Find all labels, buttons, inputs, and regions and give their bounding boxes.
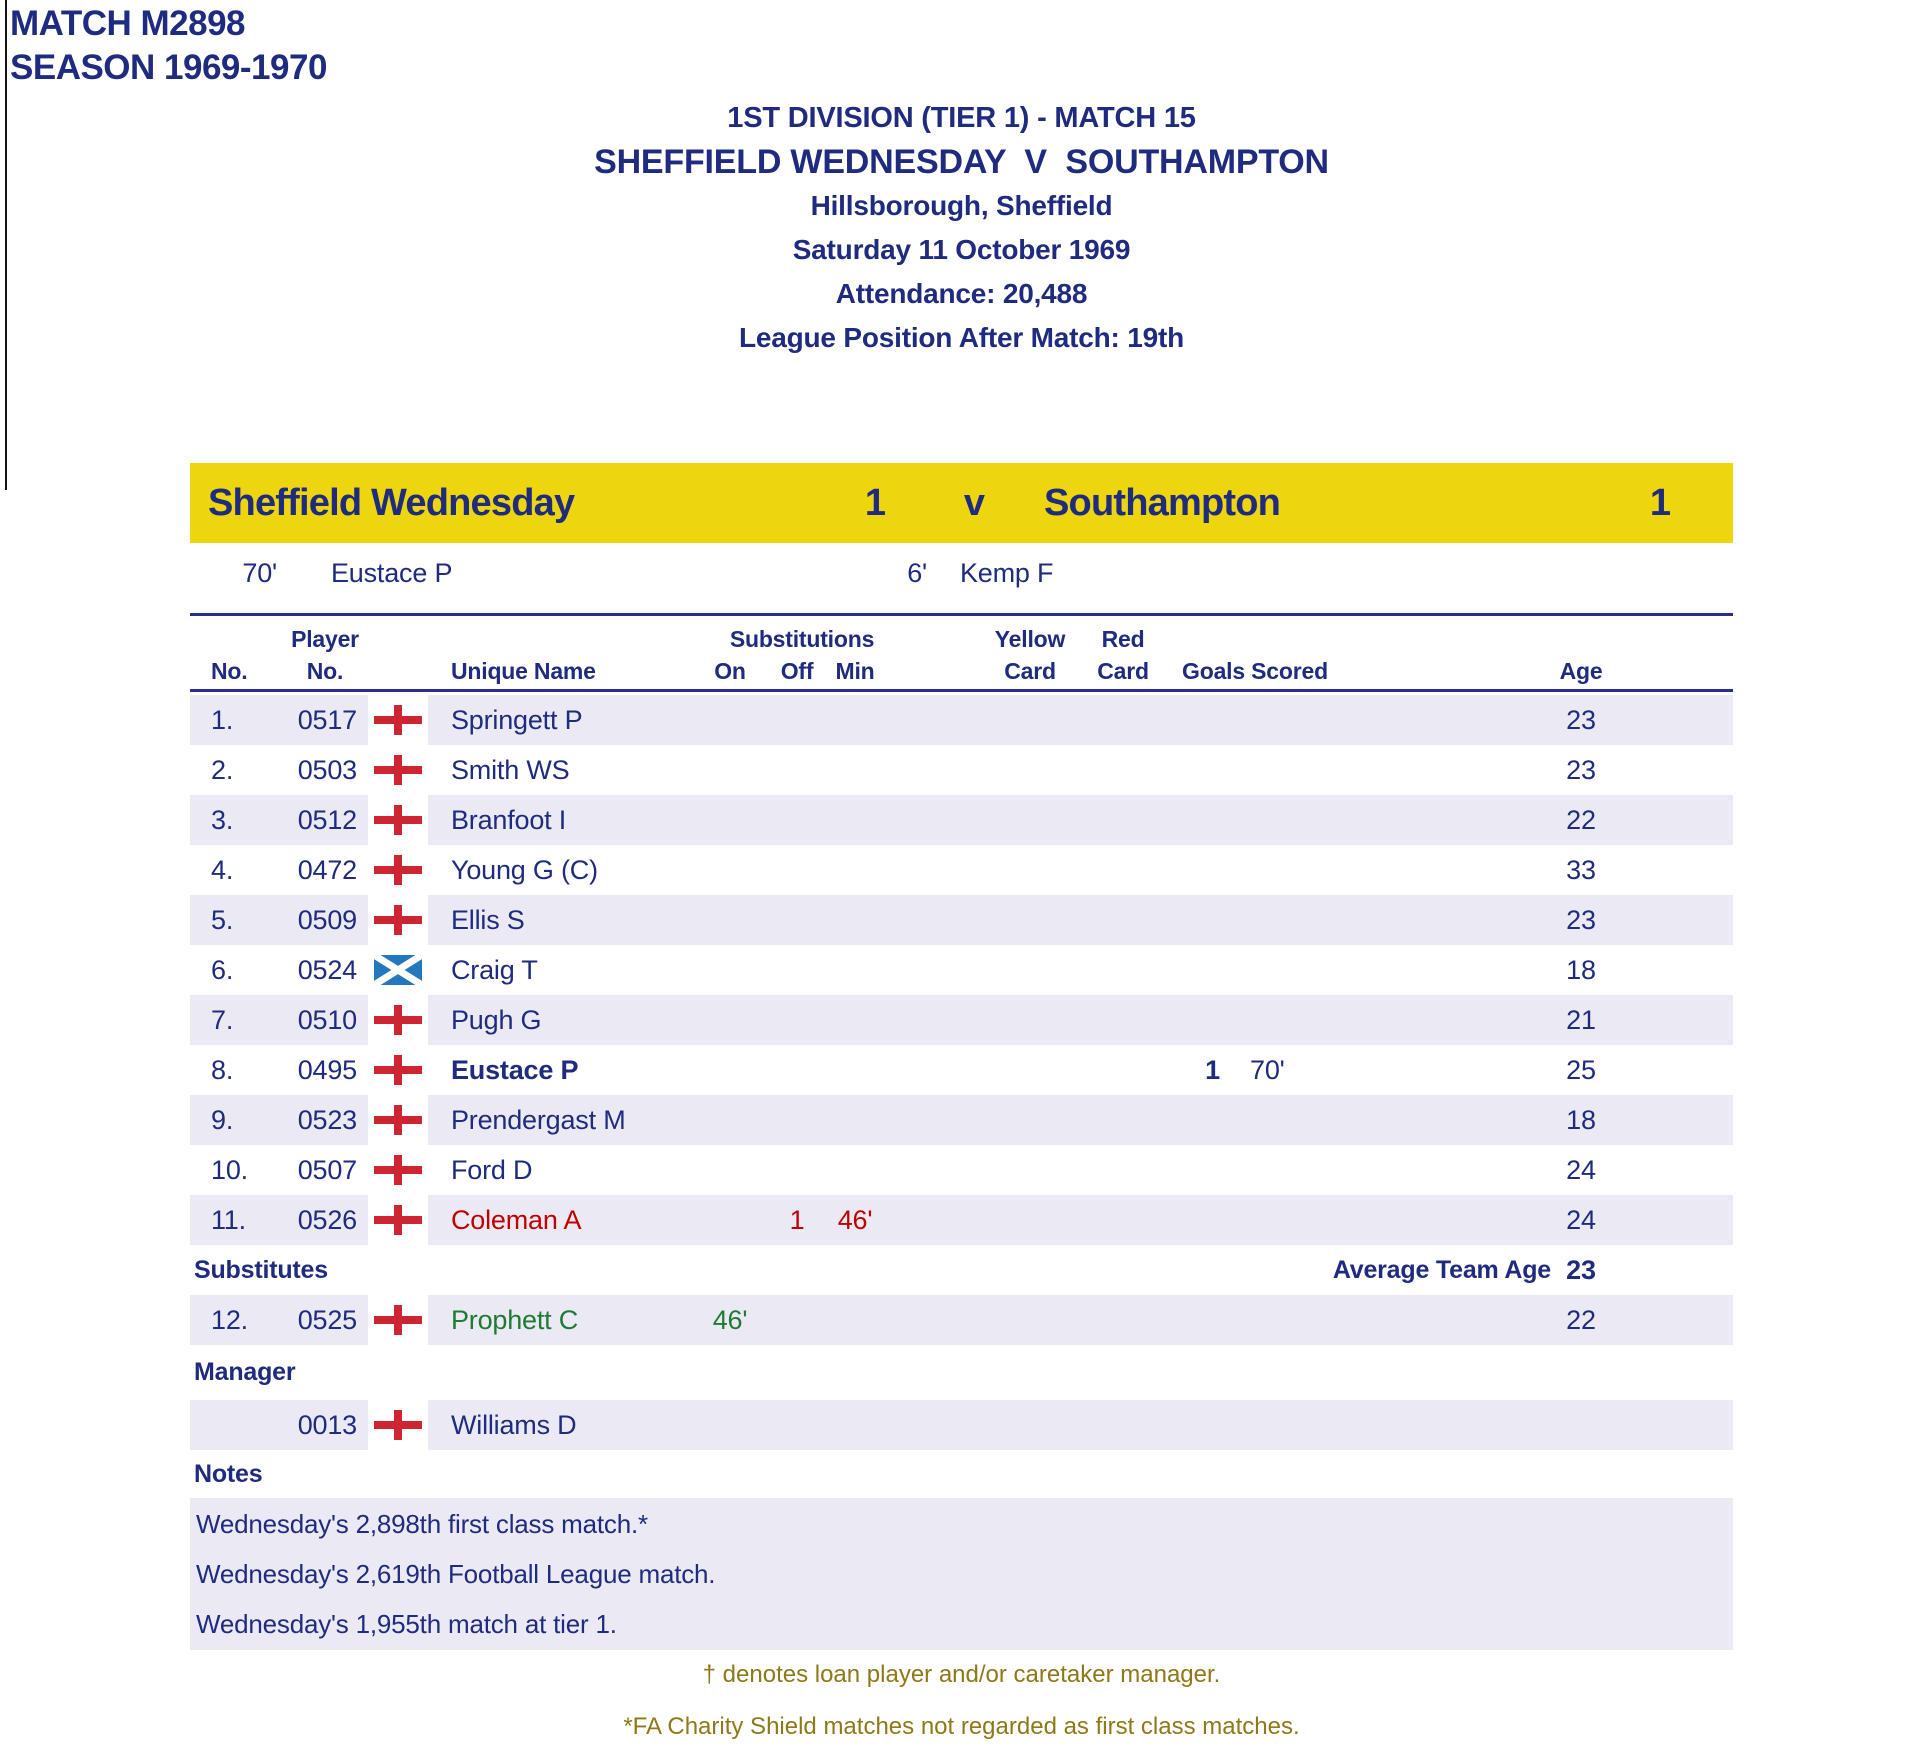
document-title (10, 2, 327, 90)
england-flag-icon (374, 805, 422, 835)
score-separator: v (963, 482, 985, 524)
nationality-flag-icon (368, 1195, 428, 1245)
player-name: Springett P (451, 705, 583, 735)
away-scorer-name: Kemp F (960, 558, 1054, 588)
away-team-score: 1 (1649, 482, 1671, 524)
player-age: 22 (1566, 805, 1596, 835)
col-red-top: Red (1101, 626, 1145, 652)
table-row (190, 1195, 1733, 1245)
notes-block (190, 1498, 1733, 1650)
nationality-flag-icon (368, 1145, 428, 1195)
col-min: Min (835, 658, 875, 684)
away-scorer-minute: 6' (907, 558, 927, 588)
player-age: 18 (1566, 955, 1596, 985)
manager-table-body (190, 1400, 1733, 1450)
home-team-score: 1 (864, 482, 886, 524)
england-flag-icon (374, 1205, 422, 1235)
table-row (190, 945, 1733, 995)
player-number: 0495 (297, 1055, 357, 1085)
manager-header-row (190, 1345, 1733, 1400)
player-age: 18 (1566, 1105, 1596, 1135)
table-row (190, 795, 1733, 845)
scotland-flag-icon (374, 955, 422, 985)
england-flag-icon (374, 905, 422, 935)
row-number: 6. (211, 955, 234, 985)
nationality-flag-icon (368, 845, 428, 895)
player-name: Prophett C (451, 1305, 579, 1335)
table-row (190, 745, 1733, 795)
nationality-flag-icon (368, 1295, 428, 1345)
nationality-flag-icon (368, 695, 428, 745)
substitutes-table-body (190, 1295, 1733, 1345)
player-number: 0507 (297, 1155, 357, 1185)
nationality-flag-icon (368, 1045, 428, 1095)
col-player-no-bottom: No. (306, 658, 344, 684)
england-flag-icon (374, 1005, 422, 1035)
score-banner (190, 463, 1733, 543)
row-number: 5. (211, 905, 234, 935)
table-header (190, 613, 1733, 692)
nationality-flag-icon (368, 1095, 428, 1145)
player-number: 0512 (297, 805, 357, 835)
nationality-flag-icon (368, 795, 428, 845)
note-line: Wednesday's 1,955th match at tier 1. (196, 1609, 617, 1639)
player-name: Branfoot I (451, 805, 567, 835)
home-scorer-minute: 70' (242, 558, 277, 588)
substitutes-label: Substitutes (194, 1256, 328, 1284)
player-name: Smith WS (451, 755, 570, 785)
average-team-age-value: 23 (1566, 1255, 1596, 1285)
fixture-line: SHEFFIELD WEDNESDAY V SOUTHAMPTON (594, 143, 1329, 181)
player-age: 23 (1566, 705, 1596, 735)
col-red-bottom: Card (1097, 658, 1149, 684)
row-number: 1. (211, 705, 234, 735)
home-team-name: Sheffield Wednesday (208, 482, 575, 524)
row-number: 2. (211, 755, 234, 785)
players-table-body (190, 695, 1733, 1245)
row-number: 10. (211, 1155, 248, 1185)
player-number: 0013 (297, 1410, 357, 1440)
player-number: 0524 (297, 955, 357, 985)
table-row (190, 995, 1733, 1045)
player-name: Eustace P (451, 1055, 579, 1085)
match-id: MATCH M2898 (10, 4, 246, 43)
nationality-flag-icon (368, 995, 428, 1045)
player-name: Ford D (451, 1155, 533, 1185)
col-age: Age (1559, 658, 1603, 684)
player-number: 0510 (297, 1005, 357, 1035)
player-name: Pugh G (451, 1005, 542, 1035)
england-flag-icon (374, 705, 422, 735)
col-player-no-top: Player (291, 626, 359, 652)
col-substitutions: Substitutions (729, 626, 875, 652)
row-number: 9. (211, 1105, 234, 1135)
attendance-line: Attendance: 20,488 (835, 278, 1088, 309)
col-on: On (714, 658, 746, 684)
player-name: Ellis S (451, 905, 525, 935)
sub-off-count: 1 (789, 1205, 805, 1235)
competition-line: 1ST DIVISION (TIER 1) - MATCH 15 (727, 102, 1196, 134)
player-number: 0509 (297, 905, 357, 935)
player-number: 0525 (297, 1305, 357, 1335)
player-age: 33 (1566, 855, 1596, 885)
player-name: Young G (C) (451, 855, 598, 885)
footnote-asterisk: *FA Charity Shield matches not regarded as first class matches. (623, 1713, 1300, 1740)
england-flag-icon (374, 755, 422, 785)
england-flag-icon (374, 855, 422, 885)
player-name: Prendergast M (451, 1105, 626, 1135)
nationality-flag-icon (368, 1400, 428, 1450)
row-number: 11. (211, 1205, 246, 1235)
table-row (190, 895, 1733, 945)
goals-scored-value: 1 (1205, 1055, 1220, 1085)
table-sections (190, 695, 1733, 1742)
row-number: 4. (211, 855, 234, 885)
player-age: 23 (1566, 905, 1596, 935)
note-line: Wednesday's 2,898th first class match.* (196, 1509, 648, 1539)
col-yellow-top: Yellow (994, 626, 1066, 652)
player-number: 0526 (297, 1205, 357, 1235)
player-age: 22 (1566, 1305, 1596, 1335)
goalscorers-line (190, 548, 1733, 598)
player-name: Craig T (451, 955, 538, 985)
row-number: 3. (211, 805, 234, 835)
substitutes-header-row (190, 1245, 1733, 1295)
sub-minute: 46' (837, 1205, 873, 1235)
table-row (190, 1145, 1733, 1195)
player-age: 21 (1566, 1005, 1596, 1035)
player-age: 23 (1566, 755, 1596, 785)
table-row (190, 1400, 1733, 1450)
table-row (190, 845, 1733, 895)
player-age: 25 (1566, 1055, 1596, 1085)
row-number: 7. (211, 1005, 234, 1035)
table-row (190, 1045, 1733, 1095)
player-number: 0517 (297, 705, 357, 735)
col-off: Off (780, 658, 814, 684)
home-scorer-name: Eustace P (331, 558, 453, 588)
england-flag-icon (374, 1305, 422, 1335)
date-line: Saturday 11 October 1969 (792, 234, 1131, 265)
player-number: 0503 (297, 755, 357, 785)
manager-label: Manager (194, 1358, 296, 1386)
notes-label: Notes (194, 1460, 263, 1488)
season-label: SEASON 1969-1970 (10, 48, 327, 87)
row-number: 8. (211, 1055, 234, 1085)
player-number: 0523 (297, 1105, 357, 1135)
player-name: Williams D (451, 1410, 577, 1440)
col-row-no: No. (211, 658, 248, 684)
table-row (190, 695, 1733, 745)
col-goals-scored: Goals Scored (1182, 658, 1328, 684)
player-name: Coleman A (451, 1205, 582, 1235)
col-yellow-bottom: Card (1004, 658, 1056, 684)
goal-minute: 70' (1250, 1055, 1285, 1085)
note-line: Wednesday's 2,619th Football League match. (196, 1559, 716, 1589)
average-team-age-label: Average Team Age (1332, 1256, 1551, 1284)
table-row (190, 1095, 1733, 1145)
nationality-flag-icon (368, 945, 428, 995)
player-number: 0472 (297, 855, 357, 885)
col-unique-name: Unique Name (451, 658, 596, 684)
england-flag-icon (374, 1155, 422, 1185)
england-flag-icon (374, 1105, 422, 1135)
match-header (190, 96, 1733, 360)
footnote-dagger: † denotes loan player and/or caretaker manager. (702, 1661, 1221, 1688)
england-flag-icon (374, 1410, 422, 1440)
table-row (190, 1295, 1733, 1345)
england-flag-icon (374, 1055, 422, 1085)
venue-line: Hillsborough, Sheffield (810, 190, 1113, 221)
page-edge-rule (5, 0, 7, 490)
row-number: 12. (211, 1305, 248, 1335)
player-age: 24 (1566, 1205, 1596, 1235)
sub-on-minute: 46' (712, 1305, 748, 1335)
notes-header-row (190, 1450, 1733, 1498)
nationality-flag-icon (368, 895, 428, 945)
player-age: 24 (1566, 1155, 1596, 1185)
nationality-flag-icon (368, 745, 428, 795)
away-team-name: Southampton (1044, 482, 1281, 524)
league-position-line: League Position After Match: 19th (738, 322, 1185, 353)
